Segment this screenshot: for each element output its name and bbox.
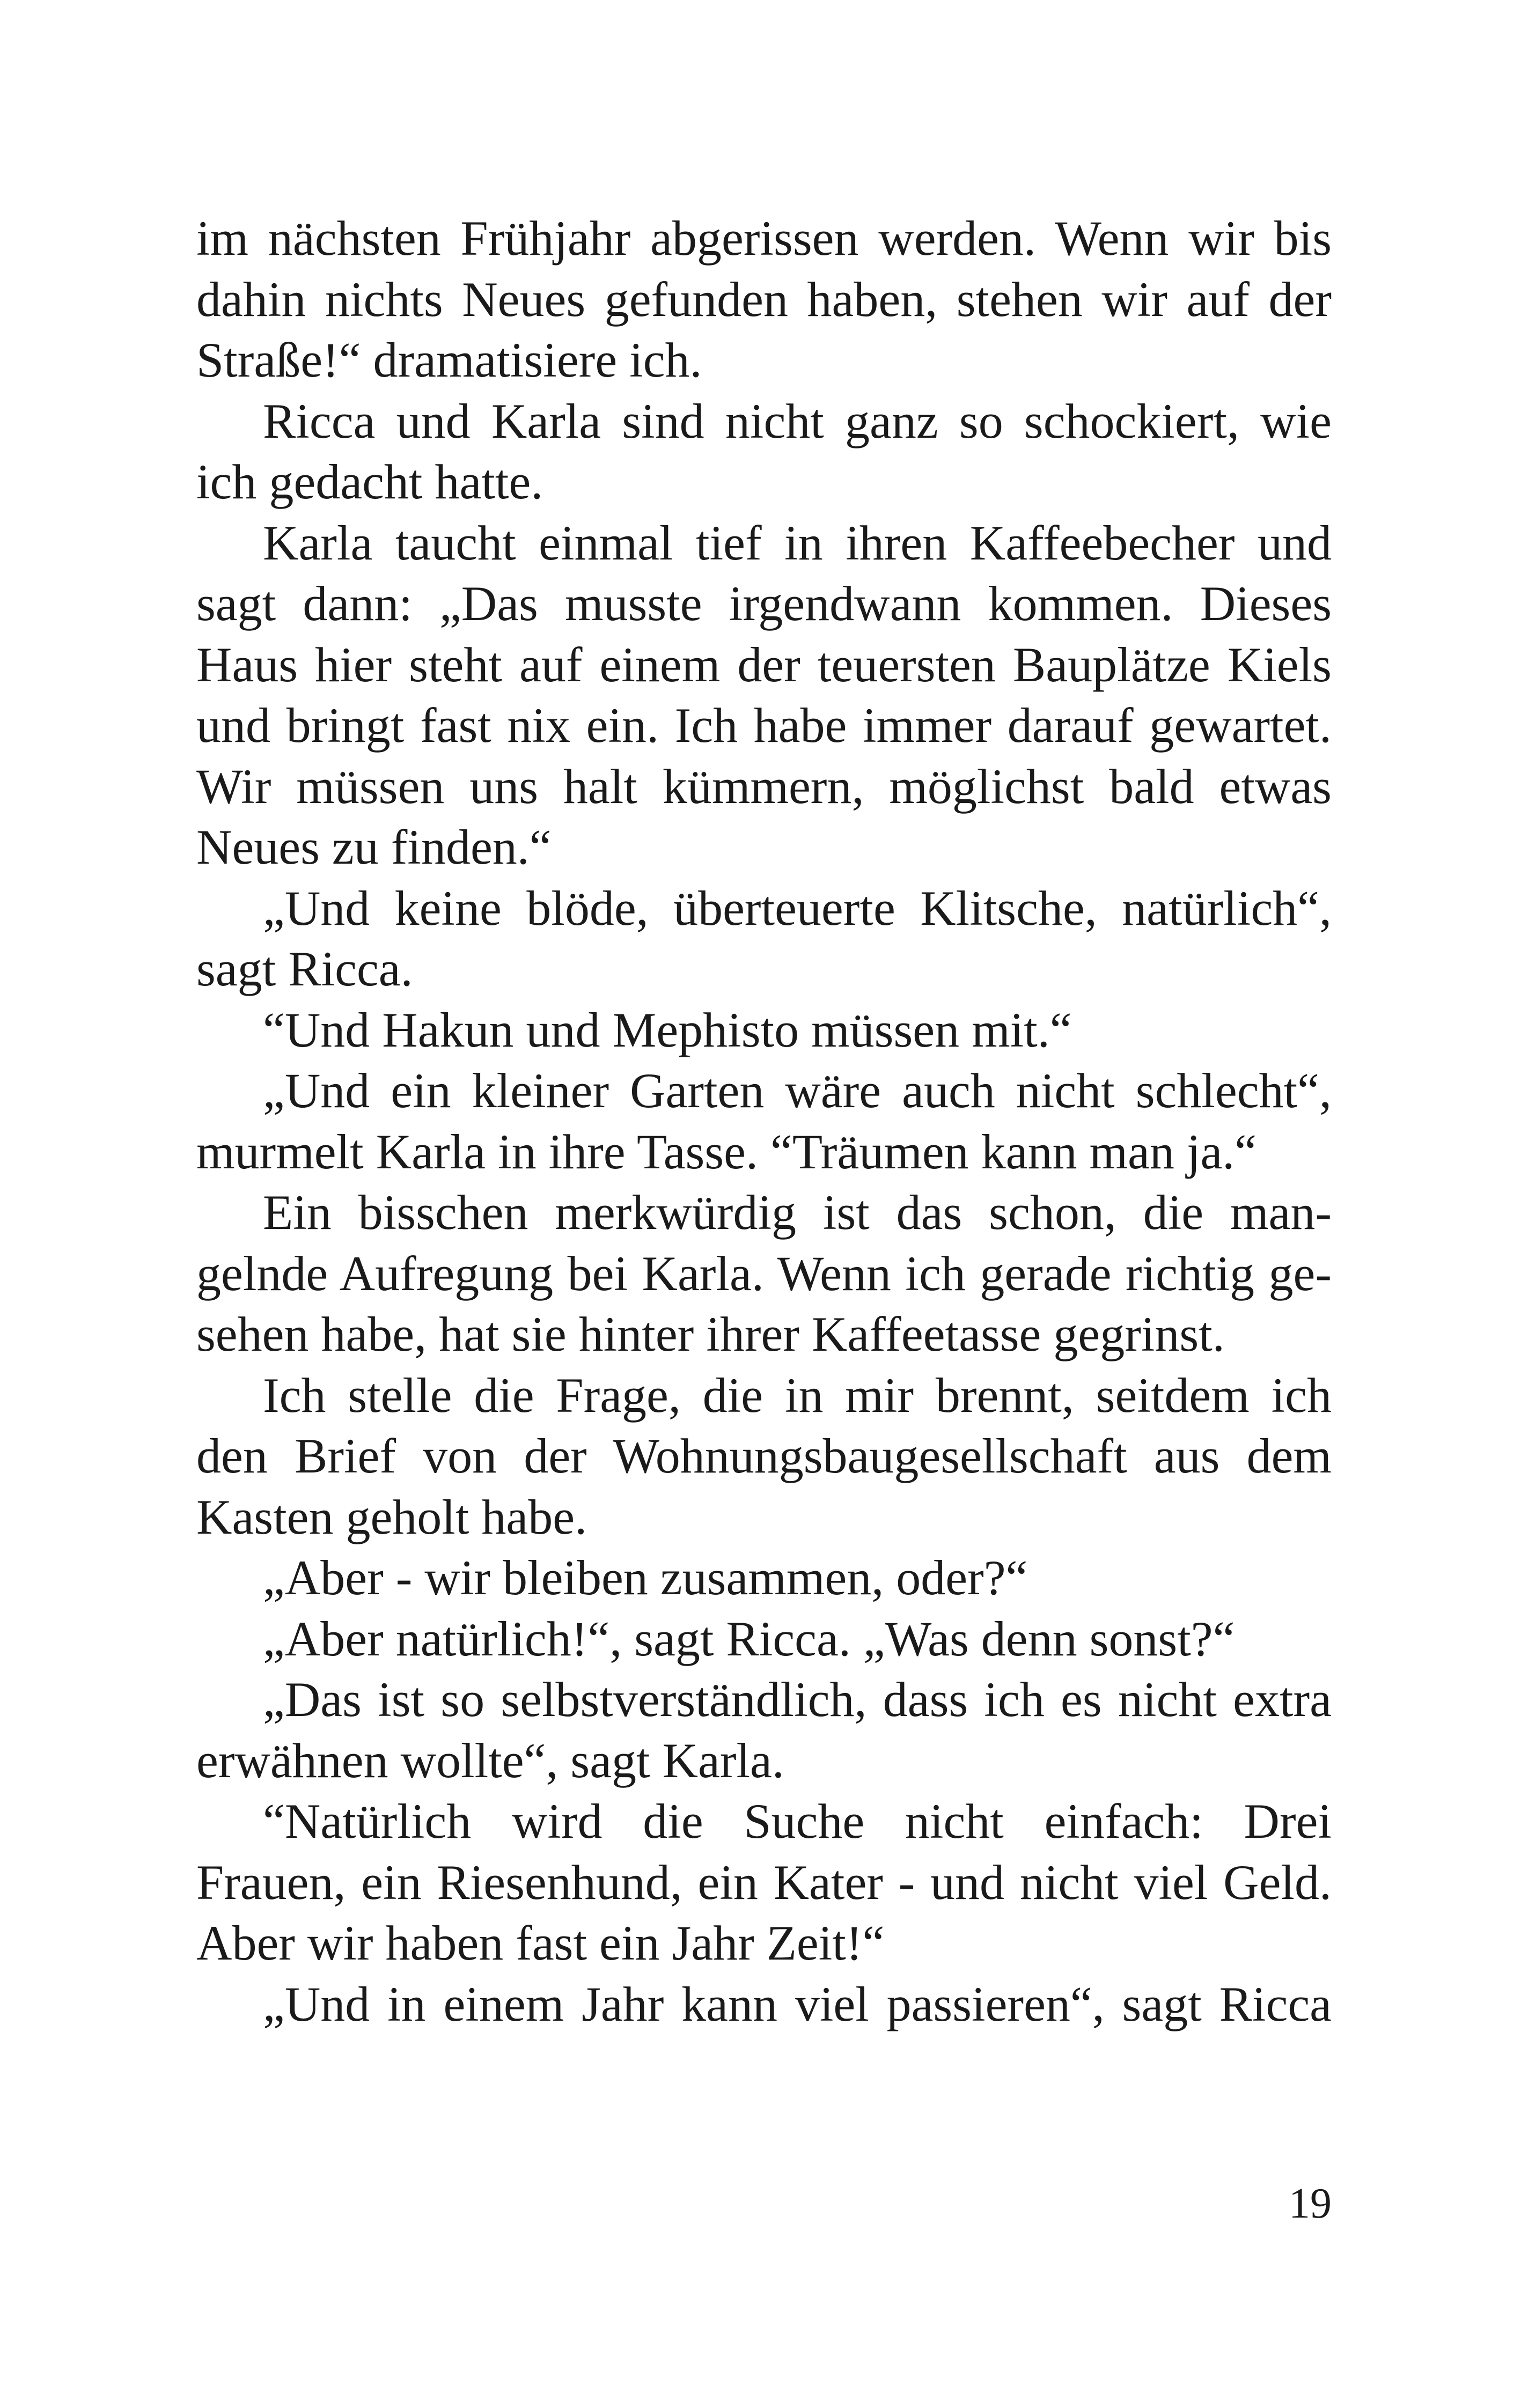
paragraph [196,513,1332,878]
text-line: Haus hier steht auf einem der teuersten Bauplätze Kiels [196,637,1332,692]
text-line: sagt dann: „Das musste irgendwann kommen. Dieses [196,576,1332,631]
text-line: „Und ein kleiner Garten wäre auch nicht schlecht“, [263,1063,1332,1118]
text-line: „Das ist so selbstverständlich, dass ich es nicht extra [263,1672,1332,1727]
paragraph [196,1791,1332,1974]
paragraph [196,1548,1332,1609]
text-line: Kasten geholt habe. [196,1489,587,1544]
text-line: Neues zu finden.“ [196,820,552,874]
paragraph [196,1182,1332,1365]
paragraph [196,1974,1332,2035]
text-line: Karla taucht einmal tief in ihren Kaffeebecher und [263,515,1332,570]
text-line: sehen habe, hat sie hinter ihrer Kaffeetasse gegrinst. [196,1307,1225,1361]
text-line: Frauen, ein Riesenhund, ein Kater - und nicht viel Geld. [196,1854,1332,1910]
text-line: Wir müssen uns halt kümmern, möglichst bald etwas [196,759,1332,814]
text-line: „Aber - wir bleiben zusammen, oder?“ [263,1550,1028,1605]
text-line: Straße!“ dramatisiere ich. [196,333,702,387]
text-line: “Und Hakun und Mephisto müssen mit.“ [263,1002,1072,1057]
text-line: “Natürlich wird die Suche nicht einfach: Drei [263,1794,1332,1849]
paragraph [196,878,1332,1000]
text-line: den Brief von der Wohnungsbaugesellschaft aus dem [196,1428,1332,1483]
paragraph [196,1365,1332,1548]
text-line: gelnde Aufregung bei Karla. Wenn ich gerade richtig ge- [196,1246,1332,1301]
page-number: 19 [1289,2180,1332,2227]
text-line: Aber wir haben fast ein Jahr Zeit!“ [196,1916,885,1970]
paragraph [196,208,1332,391]
text-line: „Und keine blöde, überteuerte Klitsche, natürlich“, [263,880,1332,936]
text-line: Ein bisschen merkwürdig ist das schon, die man- [263,1185,1332,1240]
text-line: Ricca und Karla sind nicht ganz so schockiert, wie [263,393,1332,448]
text-line: im nächsten Frühjahr abgerissen werden. Wenn wir bis [196,211,1332,266]
text-line: murmelt Karla in ihre Tasse. “Träumen kann man ja.“ [196,1124,1257,1179]
paragraph [196,1669,1332,1791]
text-line: erwähnen wollte“, sagt Karla. [196,1733,784,1788]
paragraph [196,1609,1332,1670]
text-line: „Und in einem Jahr kann viel passieren“, sagt Ricca [263,1976,1332,2031]
text-line: und bringt fast nix ein. Ich habe immer darauf gewartet. [196,698,1332,753]
text-line: „Aber natürlich!“, sagt Ricca. „Was denn sonst?“ [263,1611,1235,1666]
paragraph [196,391,1332,513]
text-line: dahin nichts Neues gefunden haben, stehen wir auf der [196,271,1332,327]
paragraph [196,1000,1332,1061]
text-line: Ich stelle die Frage, die in mir brennt, seitdem ich [263,1367,1332,1423]
body-text [196,208,1332,2035]
text-line: ich gedacht hatte. [196,454,543,509]
paragraph [196,1061,1332,1182]
text-line: sagt Ricca. [196,941,413,996]
